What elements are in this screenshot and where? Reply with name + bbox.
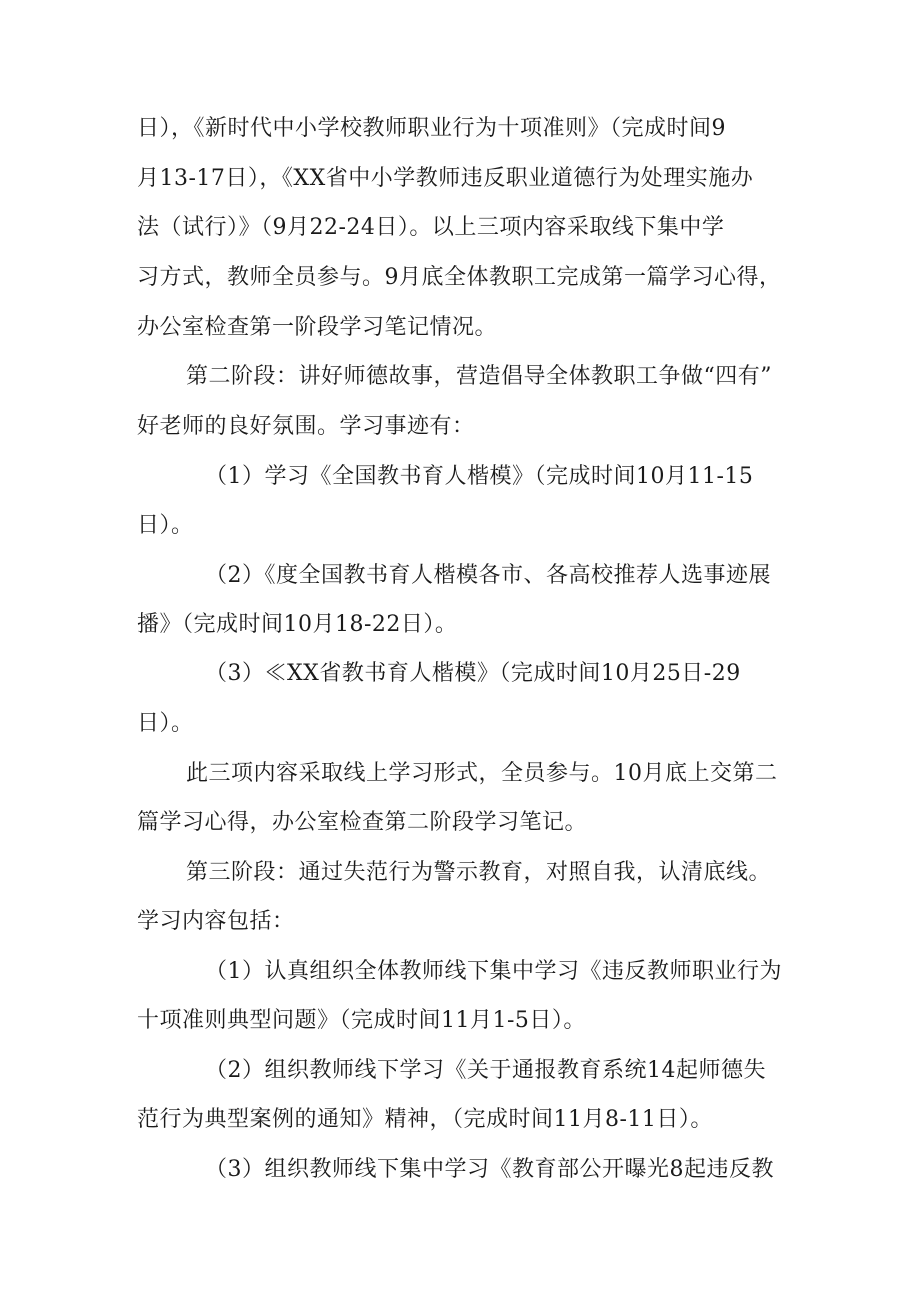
text-line: 范行为典型案例的通知》精神，（完成时间11月8-11日）。 (137, 1107, 713, 1132)
text-line: 习方式，教师全员参与。9月底全体教职工完成第一篇学习心得， (137, 265, 782, 290)
text-line: 学习内容包括： (137, 909, 295, 934)
text-line: （3）组织教师线下集中学习《教育部公开曝光8起违反教 (205, 1157, 774, 1182)
text-line: （1）认真组织全体教师线下集中学习《违反教师职业行为 (205, 959, 782, 984)
text-line: （3）≪XX省教书育人楷模》（完成时间10月25日-29 (205, 661, 741, 686)
text-line: 播》（完成时间10月18-22日）。 (137, 612, 458, 637)
text-line: 办公室检查第一阶段学习笔记情况。 (137, 315, 498, 340)
text-line: 日）。 (137, 711, 194, 736)
text-line: 日）。 (137, 513, 194, 538)
text-line: 好老师的良好氛围。学习事迹有： (137, 414, 475, 439)
text-line: 十项准则典型问题》（完成时间11月1-5日）。 (137, 1008, 586, 1033)
text-line: 此三项内容采取线上学习形式，全员参与。10月底上交第二 (186, 761, 778, 786)
text-line: （1）学习《全国教书育人楷模》（完成时间10月11-15 (205, 464, 754, 489)
text-line: 法（试行）》（9月22-24日）。以上三项内容采取线下集中学 (137, 215, 725, 240)
text-line: （2）《度全国教书育人楷模各市、各高校推荐人选事迹展 (205, 563, 771, 588)
text-line: 第三阶段：通过失范行为警示教育，对照自我，认清底线。 (186, 860, 772, 885)
text-line: 第二阶段：讲好师德故事，营造倡导全体教职工争做“四有” (186, 364, 772, 389)
text-line: 篇学习心得，办公室检查第二阶段学习笔记。 (137, 810, 588, 835)
text-line: 日），《新时代中小学校教师职业行为十项准则》（完成时间9 (137, 116, 726, 141)
text-line: （2）组织教师线下学习《关于通报教育系统14起师德失 (205, 1058, 766, 1083)
text-line: 月13-17日），《XX省中小学教师违反职业道德行为处理实施办 (137, 166, 754, 191)
